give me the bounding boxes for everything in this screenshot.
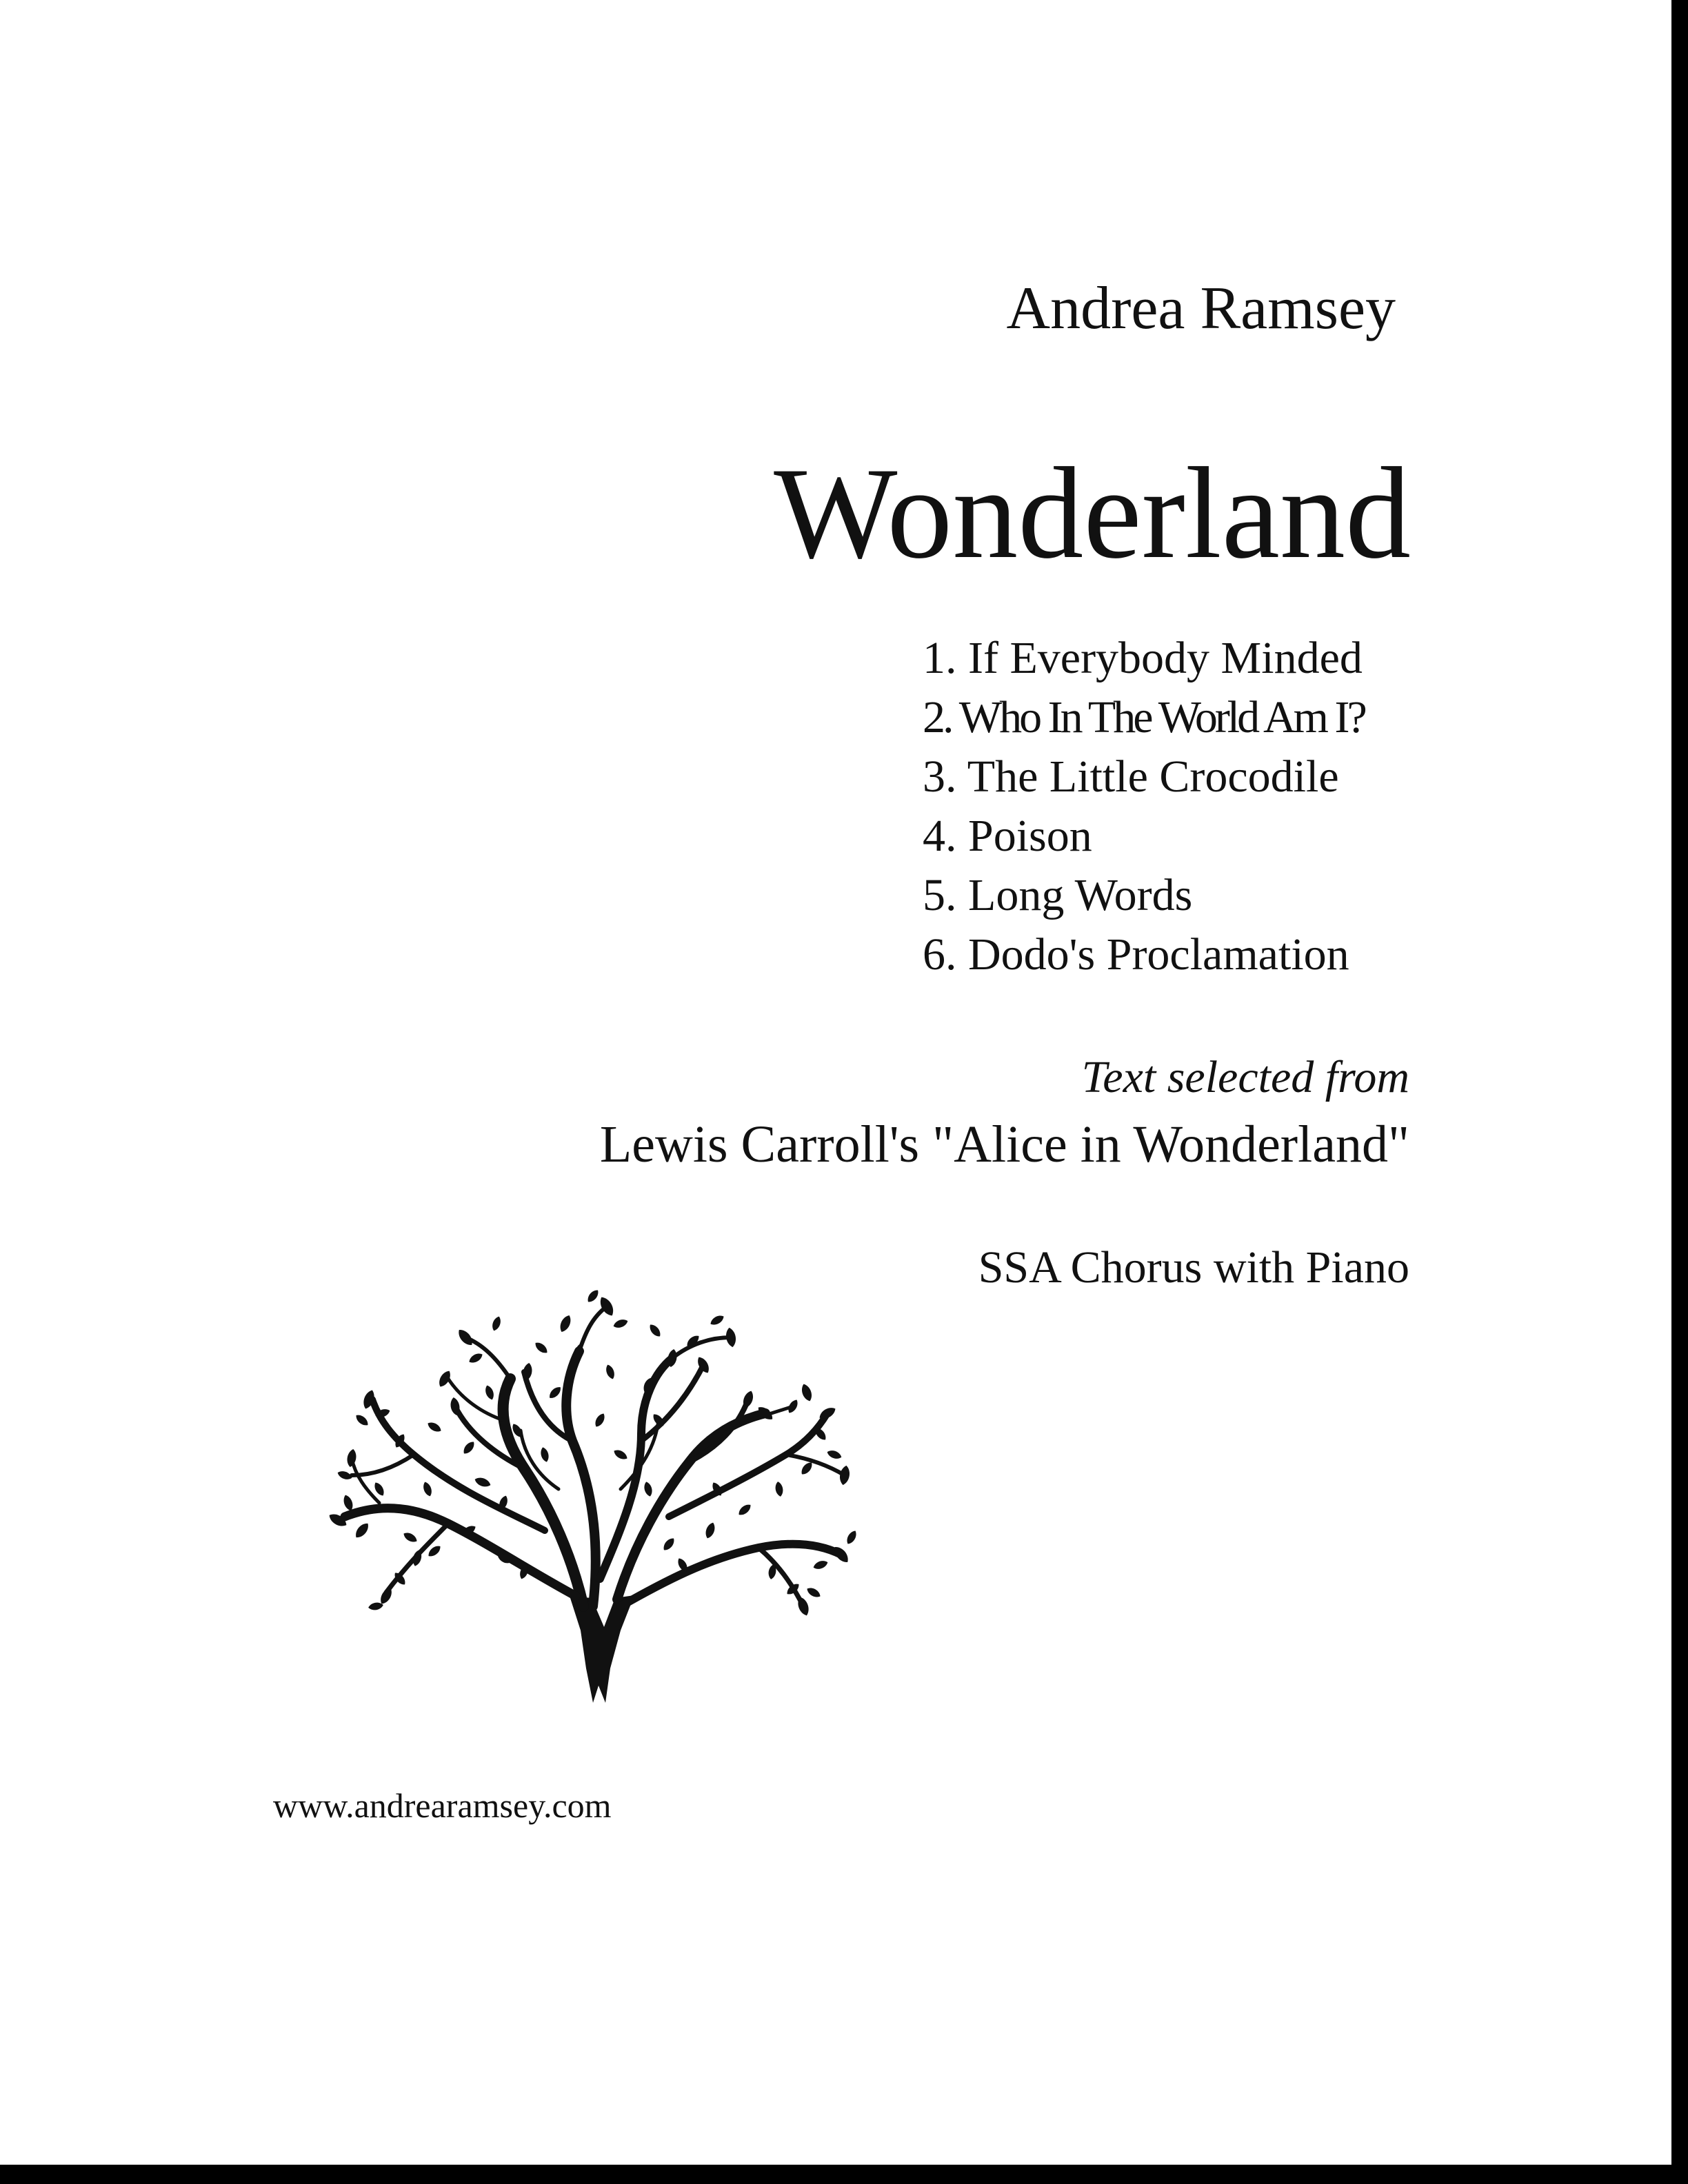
page-edge-right bbox=[1671, 0, 1688, 2184]
movement-item: 6. Dodo's Proclamation bbox=[923, 929, 1349, 980]
composer-name: Andrea Ramsey bbox=[1006, 275, 1396, 342]
page-edge-bottom bbox=[0, 2165, 1688, 2184]
movement-item: 5. Long Words bbox=[923, 870, 1193, 920]
voicing-label: SSA Chorus with Piano bbox=[978, 1242, 1409, 1293]
movement-item: 1. If Everybody Minded bbox=[923, 633, 1363, 683]
text-source-title: Lewis Carroll's "Alice in Wonderland" bbox=[599, 1115, 1409, 1173]
movement-list bbox=[923, 629, 1365, 984]
tree-silhouette-icon bbox=[297, 1282, 862, 1710]
website-url: www.andrearamsey.com bbox=[273, 1786, 612, 1825]
work-title: Wonderland bbox=[774, 441, 1411, 586]
text-source-intro: Text selected from bbox=[1081, 1052, 1409, 1102]
movement-item: 2. Who In The World Am I? bbox=[923, 692, 1365, 742]
movement-item: 3. The Little Crocodile bbox=[923, 751, 1339, 802]
movement-item: 4. Poison bbox=[923, 811, 1092, 861]
